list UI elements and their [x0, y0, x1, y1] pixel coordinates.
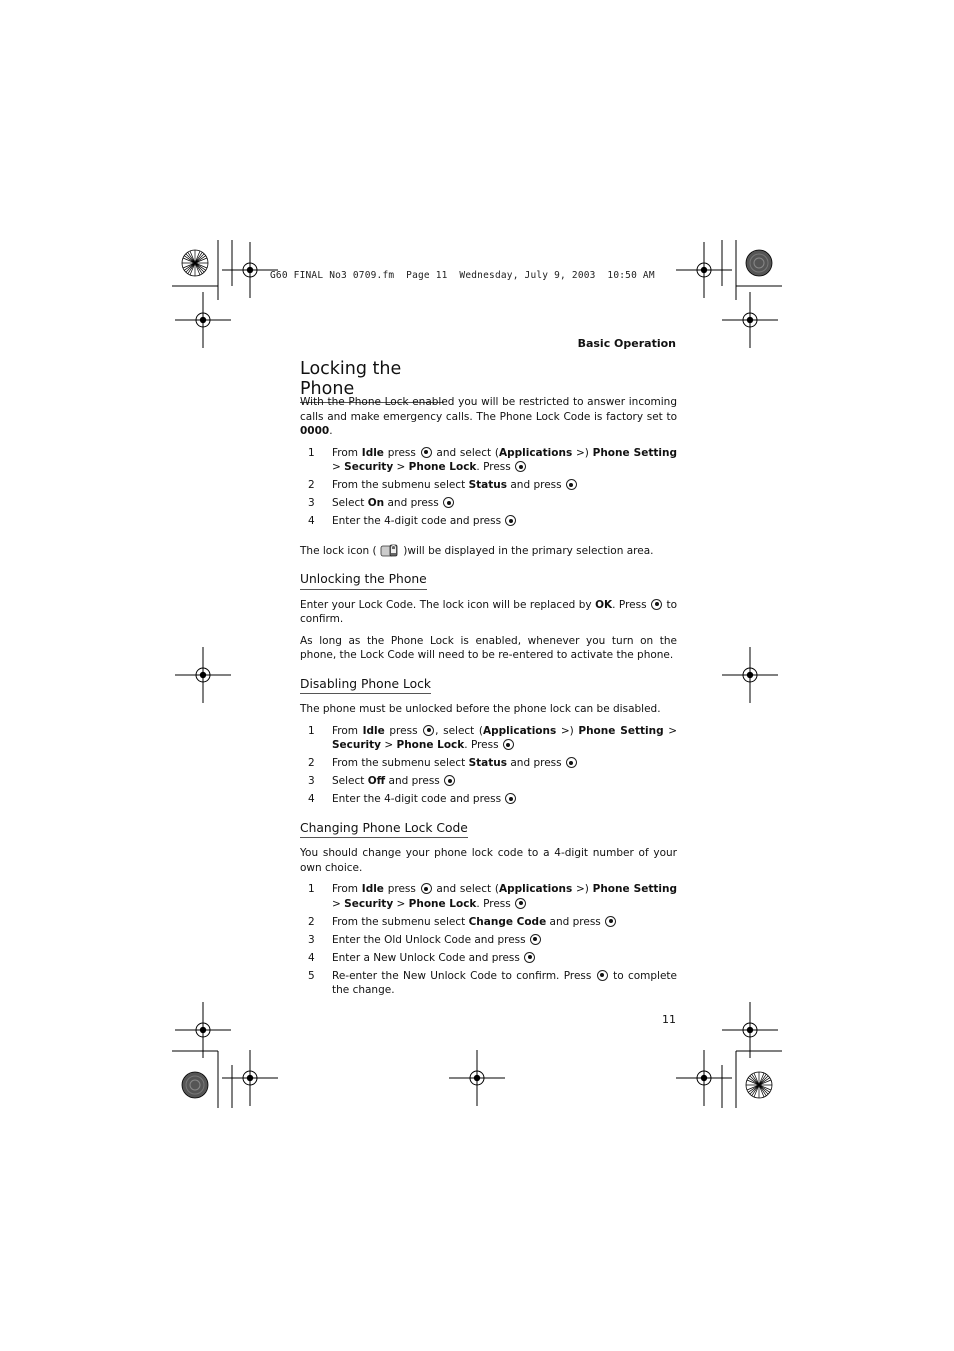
- step-number: 1: [308, 446, 315, 459]
- text-fragment: press: [383, 446, 420, 459]
- text-fragment: Re-enter the New Unlock Code to confirm. Press: [332, 969, 596, 982]
- bold-term: Phone Lock: [408, 461, 477, 473]
- step-text: [332, 496, 677, 511]
- nav-key-icon: [524, 952, 535, 963]
- step-item: [300, 792, 677, 807]
- bold-term: On: [367, 497, 385, 509]
- text-fragment: press: [384, 724, 423, 737]
- text-fragment: From: [332, 883, 362, 895]
- text-fragment: and press: [507, 479, 565, 491]
- text-fragment: . Press: [612, 598, 651, 611]
- unlocking-heading: Unlocking the Phone: [300, 572, 427, 590]
- text-fragment: From: [332, 724, 363, 737]
- nav-key-icon: [444, 775, 455, 786]
- bold-term: Off: [367, 775, 386, 787]
- unlocking-paragraph-2: As long as the Phone Lock is enabled, whenever you turn on the phone, the Lock Code will need to be re-entered to activate the phone.: [300, 634, 677, 661]
- bold-term: Phone Setting: [578, 724, 664, 737]
- text-fragment: >: [393, 897, 409, 910]
- bold-term: Applications: [498, 883, 573, 895]
- text-fragment: and press: [546, 915, 605, 928]
- step-item: [300, 478, 677, 493]
- page-content: [300, 395, 677, 1005]
- step-item: [300, 951, 677, 966]
- text-fragment: From the submenu select: [332, 757, 469, 769]
- step-text: [332, 478, 677, 493]
- nav-key-icon: [505, 515, 516, 526]
- nav-key-icon: [597, 970, 608, 981]
- text-fragment: >: [332, 461, 345, 473]
- text-fragment: .: [329, 425, 333, 437]
- changing-heading: Changing Phone Lock Code: [300, 821, 468, 839]
- bold-term: Security: [344, 897, 394, 910]
- print-header: G60 FINAL No3 0709.fm Page 11 Wednesday, July 9, 2003 10:50 AM: [270, 270, 655, 281]
- step-number: 1: [308, 883, 315, 895]
- step-number: 4: [308, 793, 315, 805]
- running-head: Basic Operation: [577, 337, 676, 350]
- step-number: 4: [308, 951, 315, 964]
- intro-paragraph: [300, 395, 677, 439]
- text-fragment: and press: [385, 775, 444, 787]
- nav-key-icon: [421, 883, 432, 894]
- step-item: [300, 969, 677, 998]
- disabling-heading: Disabling Phone Lock: [300, 677, 431, 695]
- step-item: [300, 756, 677, 771]
- text-fragment: Enter the 4-digit code and press: [332, 793, 505, 805]
- step-number: 3: [308, 933, 315, 946]
- bold-term: Phone Setting: [592, 446, 677, 459]
- bold-term: Applications: [498, 446, 573, 459]
- bold-term: 0000: [300, 425, 330, 437]
- nav-key-icon: [443, 497, 454, 508]
- nav-key-icon: [530, 934, 541, 945]
- nav-key-icon: [505, 793, 516, 804]
- bold-term: Idle: [362, 724, 385, 737]
- step-number: 3: [308, 775, 315, 787]
- text-fragment: From the submenu select: [332, 479, 469, 491]
- disabling-paragraph: The phone must be unlocked before the phone lock can be disabled.: [300, 703, 661, 715]
- nav-key-icon: [503, 739, 514, 750]
- text-fragment: From: [332, 446, 362, 459]
- step-text: [332, 933, 677, 948]
- step-text: [332, 882, 677, 911]
- text-fragment: >): [556, 724, 579, 737]
- step-item: [300, 774, 677, 789]
- step-number: 4: [308, 515, 315, 527]
- text-fragment: . Press: [464, 739, 502, 751]
- page-number: 11: [662, 1013, 676, 1026]
- text-fragment: press: [383, 883, 420, 895]
- step-text: [332, 756, 677, 771]
- text-fragment: >: [393, 461, 409, 473]
- bold-term: Phone Lock: [408, 897, 477, 910]
- text-fragment: . Press: [476, 897, 515, 910]
- unlocking-paragraph-1: [300, 598, 677, 627]
- nav-key-icon: [605, 916, 616, 927]
- lock-note-before: The lock icon (: [300, 544, 380, 557]
- text-fragment: Enter your Lock Code. The lock icon will be replaced by: [300, 598, 596, 611]
- bold-term: Applications: [483, 724, 557, 737]
- nav-key-icon: [423, 725, 434, 736]
- text-fragment: Select: [332, 497, 368, 509]
- bold-term: Security: [344, 461, 394, 473]
- bold-term: Idle: [361, 883, 384, 895]
- page-title: Locking the Phone: [300, 359, 444, 403]
- disabling-steps: [300, 724, 677, 807]
- nav-key-icon: [515, 898, 526, 909]
- text-fragment: Enter the 4-digit code and press: [332, 515, 505, 527]
- step-text: [332, 951, 677, 966]
- text-fragment: and press: [507, 757, 565, 769]
- text-fragment: >): [572, 883, 593, 895]
- bold-term: Status: [468, 479, 508, 491]
- step-text: [332, 774, 677, 789]
- step-item: [300, 915, 677, 930]
- step-number: 5: [308, 969, 315, 982]
- text-fragment: With the Phone Lock enabled you will be restricted to answer incoming calls and make emergency calls. The Phone Lock Code is factory set to: [300, 396, 677, 423]
- step-number: 2: [308, 757, 315, 769]
- text-fragment: >: [663, 724, 678, 737]
- step-item: [300, 446, 677, 475]
- step-text: [332, 969, 677, 998]
- step-item: [300, 882, 677, 911]
- step-number: 3: [308, 497, 315, 509]
- text-fragment: >): [572, 446, 593, 459]
- lock-steps: [300, 446, 677, 529]
- disabling-section: [300, 677, 677, 807]
- step-text: [332, 792, 677, 807]
- nav-key-icon: [421, 447, 432, 458]
- bold-term: Change Code: [468, 915, 547, 928]
- changing-paragraph: You should change your phone lock code to a 4-digit number of your own choice.: [300, 847, 677, 874]
- text-fragment: >: [332, 897, 345, 910]
- step-text: [332, 915, 677, 930]
- bold-term: Security: [332, 739, 382, 751]
- bold-term: Idle: [361, 446, 384, 459]
- bold-term: Phone Setting: [592, 883, 677, 895]
- step-text: [332, 514, 677, 529]
- text-fragment: Enter the Old Unlock Code and press: [332, 933, 529, 946]
- text-fragment: and select (: [432, 446, 499, 459]
- nav-key-icon: [515, 461, 526, 472]
- nav-key-icon: [566, 479, 577, 490]
- text-fragment: >: [381, 739, 397, 751]
- bold-term: Phone Lock: [396, 739, 465, 751]
- text-fragment: Select: [332, 775, 368, 787]
- lock-icon: [380, 543, 400, 558]
- step-item: [300, 514, 677, 529]
- lock-icon-note: [300, 543, 677, 559]
- lock-note-after: )will be displayed in the primary selection area.: [399, 544, 654, 557]
- step-item: [300, 724, 677, 753]
- text-fragment: . Press: [476, 461, 515, 473]
- text-fragment: to confirm.: [300, 598, 677, 625]
- step-number: 2: [308, 915, 315, 928]
- changing-section: [300, 821, 677, 998]
- step-item: [300, 496, 677, 511]
- step-text: [332, 724, 677, 753]
- text-fragment: , select (: [435, 724, 484, 737]
- bold-term: OK: [595, 598, 613, 611]
- text-fragment: to complete the change.: [332, 969, 678, 996]
- step-number: 2: [308, 479, 315, 491]
- unlocking-section: [300, 572, 677, 663]
- nav-key-icon: [651, 599, 662, 610]
- nav-key-icon: [566, 757, 577, 768]
- bold-term: Status: [468, 757, 508, 769]
- changing-steps: [300, 882, 677, 998]
- step-number: 1: [308, 724, 315, 737]
- text-fragment: Enter a New Unlock Code and press: [332, 951, 524, 964]
- text-fragment: From the submenu select: [332, 915, 469, 928]
- text-fragment: and press: [384, 497, 443, 509]
- step-text: [332, 446, 677, 475]
- text-fragment: and select (: [432, 883, 499, 895]
- step-item: [300, 933, 677, 948]
